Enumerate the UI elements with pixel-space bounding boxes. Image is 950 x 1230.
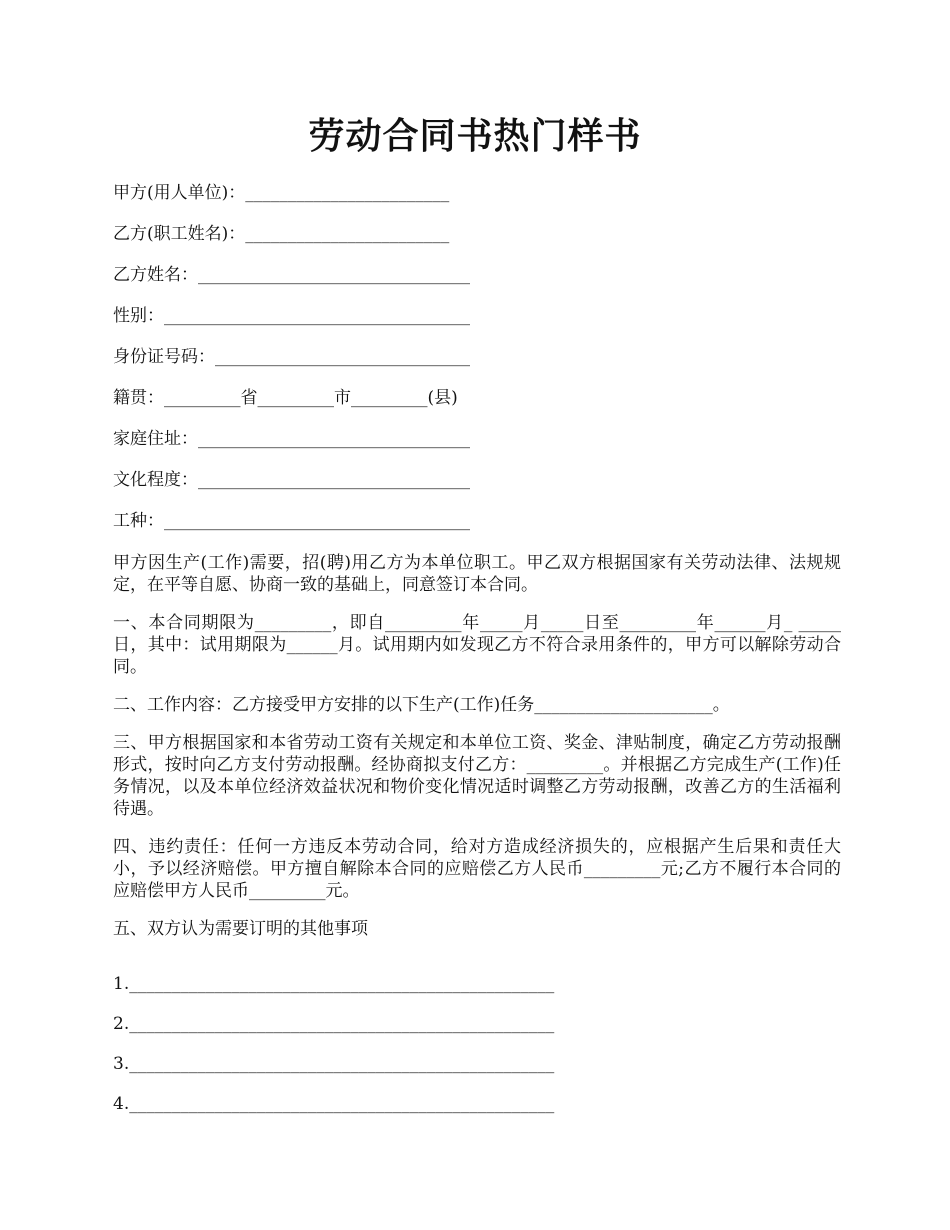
contract-body bbox=[113, 552, 841, 956]
field-employer: 甲方(用人单位)：________________________ bbox=[113, 183, 450, 203]
field-home-address: 家庭住址：________________________________ bbox=[113, 429, 470, 449]
field-native-place: 籍贯：_________省_________市_________(县) bbox=[113, 388, 458, 408]
other-matters-list bbox=[113, 971, 841, 1131]
list-item: 3.__________________________________________________ bbox=[113, 1054, 555, 1074]
paragraph-remuneration: 三、甲方根据国家和本省劳动工资有关规定和本单位工资、奖金、津贴制度，确定乙方劳动报酬形式，按时向乙方支付劳动报酬。经协商拟支付乙方：_________。并根据乙方完成生产(工作)任务情况，以及本单位经济效益状况和物价变化情况适时调整乙方劳动报酬，改善乙方的生活福利待遇。 bbox=[113, 733, 841, 819]
list-item: 4.__________________________________________________ bbox=[113, 1094, 555, 1114]
list-item: 2.__________________________________________________ bbox=[113, 1014, 555, 1034]
list-item: 1.__________________________________________________ bbox=[113, 974, 555, 994]
field-gender: 性别：____________________________________ bbox=[113, 306, 470, 326]
field-id-number: 身份证号码：______________________________ bbox=[113, 347, 470, 367]
field-education: 文化程度：________________________________ bbox=[113, 470, 470, 490]
field-employee: 乙方(职工姓名)：________________________ bbox=[113, 224, 450, 244]
party-info-fields bbox=[113, 180, 843, 549]
paragraph-term: 一、本合同期限为_________，即自_________年_____月_____日至_________年______月_ _____日，其中：试用期限为______月。试用期内如发现乙方不符合录用条件的，甲方可以解除劳动合同。 bbox=[113, 613, 841, 677]
field-employee-name: 乙方姓名：________________________________ bbox=[113, 265, 470, 285]
document-title: 劳动合同书热门样书 bbox=[308, 115, 642, 157]
paragraph-preamble: 甲方因生产(工作)需要，招(聘)用乙方为本单位职工。甲乙双方根据国家有关劳动法律、法规规定，在平等自愿、协商一致的基础上，同意签订本合同。 bbox=[113, 553, 841, 595]
field-job-type: 工种：____________________________________ bbox=[113, 511, 470, 531]
paragraph-liability: 四、违约责任：任何一方违反本劳动合同，给对方造成经济损失的，应根据产生后果和责任大小，予以经济赔偿。甲方擅自解除本合同的应赔偿乙方人民币_________元;乙方不履行本合同的应赔偿甲方人民币_________元。 bbox=[113, 837, 841, 901]
paragraph-other-matters: 五、双方认为需要订明的其他事项 bbox=[113, 919, 368, 939]
paragraph-work-content: 二、工作内容：乙方接受甲方安排的以下生产(工作)任务_____________________。 bbox=[113, 695, 730, 715]
